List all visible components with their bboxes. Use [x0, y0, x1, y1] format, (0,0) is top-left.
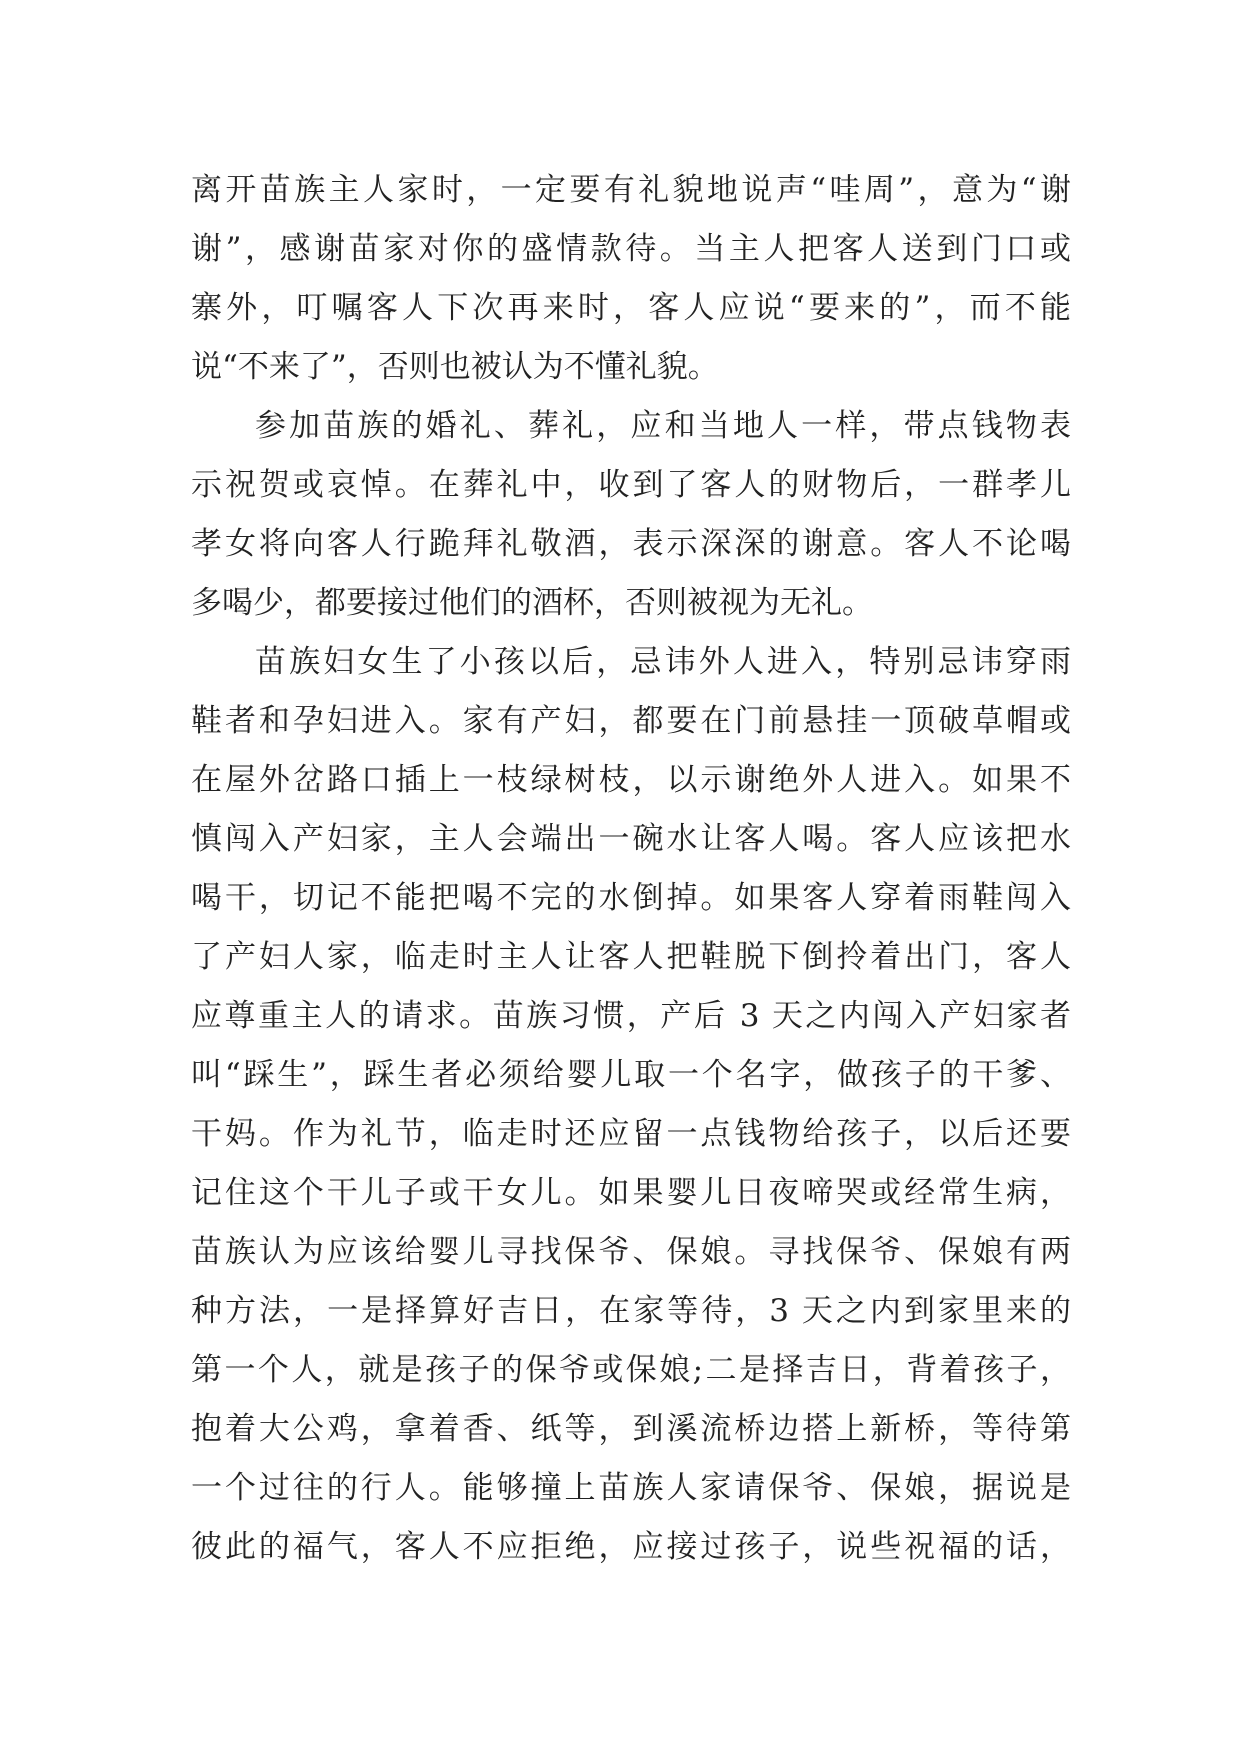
text-line: 在屋外岔路口插上一枝绿树枝，以示谢绝外人进入。如果不: [191, 762, 1071, 798]
text-line: 干妈。作为礼节，临走时还应留一点钱物给孩子，以后还要: [191, 1116, 1071, 1152]
text-line: 种方法，一是择算好吉日，在家等待，3 天之内到家里来的: [191, 1293, 1071, 1329]
text-line: 第一个人，就是孩子的保爷或保娘;二是择吉日，背着孩子，: [191, 1352, 1071, 1388]
text-line: 说“不来了”，否则也被认为不懂礼貌。: [191, 349, 719, 385]
text-line: 多喝少，都要接过他们的酒杯，否则被视为无礼。: [191, 585, 873, 621]
text-line: 记住这个干儿子或干女儿。如果婴儿日夜啼哭或经常生病，: [191, 1175, 1071, 1211]
text-line: 叫“踩生”，踩生者必须给婴儿取一个名字，做孩子的干爹、: [191, 1057, 1071, 1093]
body-text: [191, 161, 1071, 1577]
text-line: 鞋者和孕妇进入。家有产妇，都要在门前悬挂一顶破草帽或: [191, 703, 1071, 739]
paragraph-start-line: 参加苗族的婚礼、葬礼，应和当地人一样，带点钱物表: [255, 408, 1071, 444]
paragraph-start-line: 苗族妇女生了小孩以后，忌讳外人进入，特别忌讳穿雨: [255, 644, 1071, 680]
text-line: 苗族认为应该给婴儿寻找保爷、保娘。寻找保爷、保娘有两: [191, 1234, 1071, 1270]
text-line: 抱着大公鸡，拿着香、纸等，到溪流桥边搭上新桥，等待第: [191, 1411, 1071, 1447]
text-line: 应尊重主人的请求。苗族习惯，产后 3 天之内闯入产妇家者: [191, 998, 1071, 1034]
text-line: 离开苗族主人家时，一定要有礼貌地说声“哇周”，意为“谢: [191, 172, 1071, 208]
text-line: 慎闯入产妇家，主人会端出一碗水让客人喝。客人应该把水: [191, 821, 1071, 857]
text-line: 彼此的福气，客人不应拒绝，应接过孩子，说些祝福的话，: [191, 1529, 1071, 1565]
text-line: 孝女将向客人行跪拜礼敬酒，表示深深的谢意。客人不论喝: [191, 526, 1071, 562]
text-line: 了产妇人家，临走时主人让客人把鞋脱下倒拎着出门，客人: [191, 939, 1071, 975]
text-line: 谢”，感谢苗家对你的盛情款待。当主人把客人送到门口或: [191, 231, 1071, 267]
text-line: 喝干，切记不能把喝不完的水倒掉。如果客人穿着雨鞋闯入: [191, 880, 1071, 916]
text-line: 寨外，叮嘱客人下次再来时，客人应说“要来的”，而不能: [191, 290, 1071, 326]
text-line: 一个过往的行人。能够撞上苗族人家请保爷、保娘，据说是: [191, 1470, 1071, 1506]
text-line: 示祝贺或哀悼。在葬礼中，收到了客人的财物后，一群孝儿: [191, 467, 1071, 503]
